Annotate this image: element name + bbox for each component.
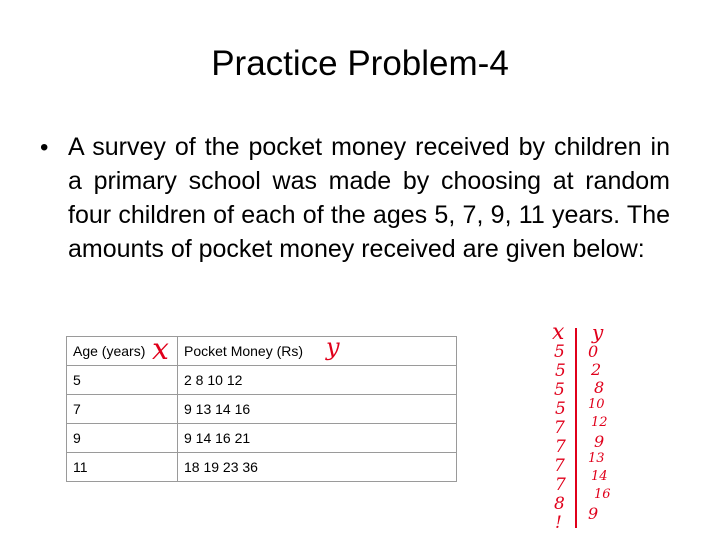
table-row xyxy=(67,366,457,395)
header-age: Age (years) xyxy=(67,337,178,366)
side-x-value: ! xyxy=(555,513,562,533)
money-cell: 9 13 14 16 xyxy=(178,395,457,424)
side-y-value: 9 xyxy=(594,432,605,451)
handwritten-y-label: y xyxy=(326,333,340,361)
pocket-money-table xyxy=(66,336,457,482)
age-cell: 5 xyxy=(67,366,178,395)
money-cell: 2 8 10 12 xyxy=(178,366,457,395)
side-x-value: 7 xyxy=(555,437,566,457)
side-y-value: 13 xyxy=(588,451,605,466)
side-x-value: 5 xyxy=(555,399,566,419)
side-divider xyxy=(575,328,577,528)
table-row xyxy=(67,453,457,482)
slide-title: Practice Problem-4 xyxy=(211,44,509,83)
side-x-value: 5 xyxy=(554,342,565,362)
side-x-value: 7 xyxy=(554,456,565,476)
age-cell: 9 xyxy=(67,424,178,453)
header-pocket-money: Pocket Money (Rs) xyxy=(178,337,457,366)
side-y-value: 0 xyxy=(588,342,599,361)
money-cell: 9 14 16 21 xyxy=(178,424,457,453)
side-y-value: 9 xyxy=(588,504,599,523)
age-cell: 7 xyxy=(67,395,178,424)
side-x-value: 7 xyxy=(555,475,566,495)
side-x-header: x xyxy=(552,320,565,345)
side-x-value: 8 xyxy=(554,494,565,514)
table-row xyxy=(67,424,457,453)
side-x-value: 5 xyxy=(555,361,566,381)
side-x-value: 7 xyxy=(554,418,565,438)
handwritten-xy-list xyxy=(542,322,628,532)
age-cell: 11 xyxy=(67,453,178,482)
side-y-value: 14 xyxy=(591,469,608,484)
side-x-value: 5 xyxy=(554,380,565,400)
side-y-value: 12 xyxy=(591,415,608,430)
side-y-value: 2 xyxy=(591,360,602,379)
side-y-value: 10 xyxy=(588,397,605,412)
table-header-row xyxy=(67,337,457,366)
bullet-marker: • xyxy=(40,134,49,161)
handwritten-x-label: x xyxy=(152,332,169,367)
problem-paragraph: A survey of the pocket money received by children in a primary school was made by choosing at random four children of each of the ages 5, 7, 9, 11 years. The amounts of pocket money received are given below: xyxy=(68,133,670,263)
side-y-value: 8 xyxy=(594,378,605,397)
side-y-value: 16 xyxy=(594,487,611,502)
money-cell: 18 19 23 36 xyxy=(178,453,457,482)
side-y-header: y xyxy=(592,320,604,344)
table-row xyxy=(67,395,457,424)
